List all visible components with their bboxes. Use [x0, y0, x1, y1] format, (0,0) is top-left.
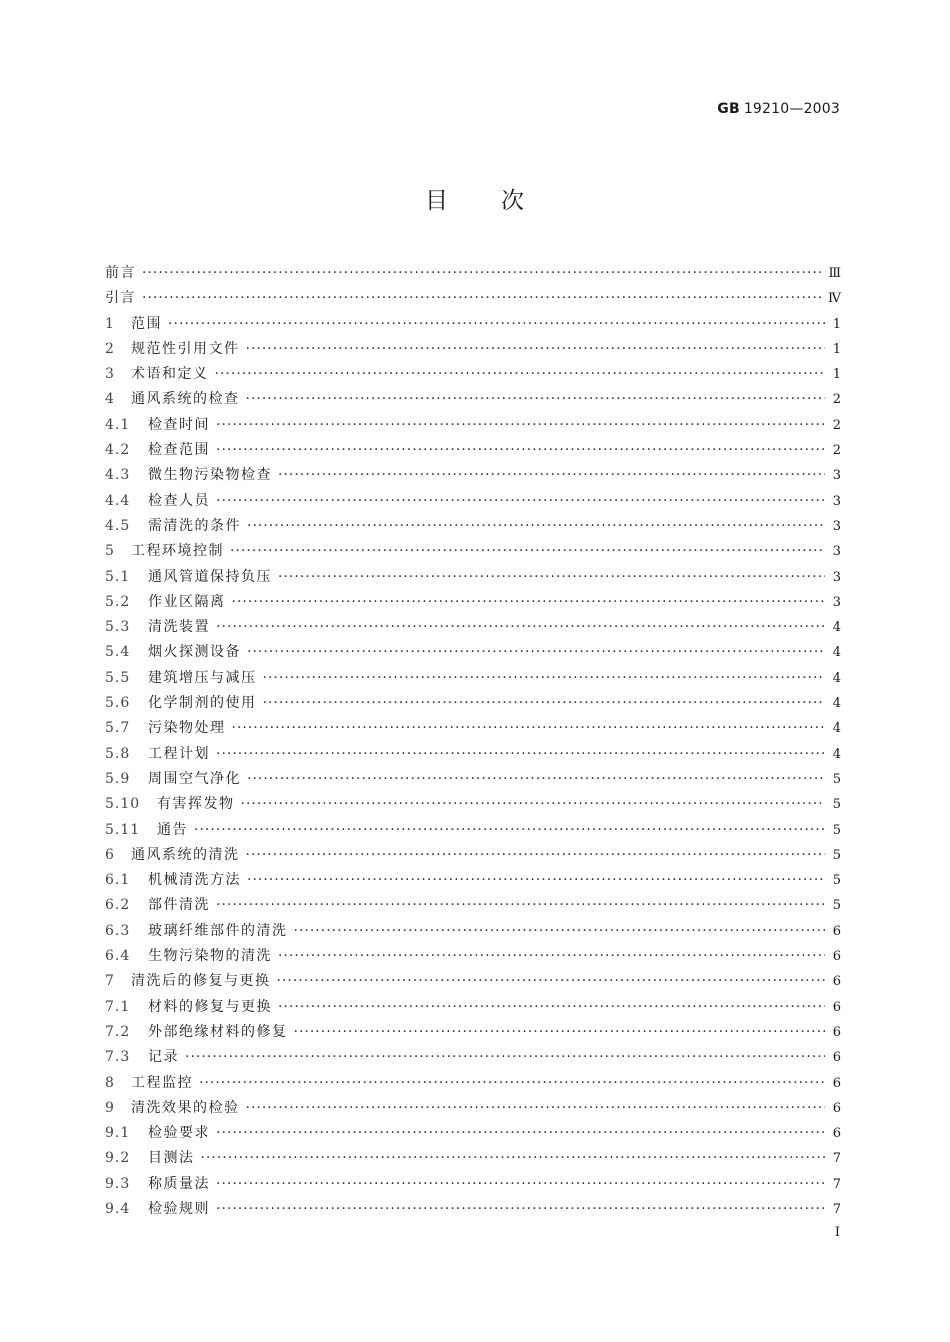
toc-entry-number: 5.5 [105, 669, 131, 686]
toc-entry[interactable] [105, 337, 841, 362]
toc-leader-dots [216, 742, 825, 767]
standard-number: 19210—2003 [743, 101, 840, 117]
toc-entry[interactable] [105, 1045, 841, 1070]
toc-entry-page: 2 [832, 392, 841, 408]
toc-entry-label: 称质量法 [148, 1175, 210, 1192]
toc-entry-page: 6 [832, 1075, 841, 1091]
toc-entry-page: 4 [832, 746, 841, 762]
toc-entry-label: 部件清洗 [148, 897, 210, 914]
toc-entry-page: 5 [832, 898, 841, 914]
toc-entry-number: 6.1 [105, 872, 131, 889]
toc-leader-dots [168, 312, 825, 337]
toc-entry[interactable] [105, 438, 841, 463]
toc-entry-page: 4 [832, 645, 841, 661]
toc-entry-page: 6 [832, 974, 841, 990]
toc-entry[interactable] [105, 1197, 841, 1222]
toc-entry-number: 5.9 [105, 770, 131, 787]
toc-entry-number: 9.4 [105, 1200, 131, 1217]
toc-entry-page: 6 [832, 1050, 841, 1066]
toc-leader-dots [278, 463, 825, 488]
toc-leader-dots [216, 413, 825, 438]
toc-entry-label: 需清洗的条件 [148, 517, 241, 534]
toc-entry[interactable] [105, 539, 841, 564]
toc-entry-label: 建筑增压与减压 [148, 669, 257, 686]
toc-entry-page: 3 [832, 544, 841, 560]
toc-entry-number: 4.5 [105, 517, 131, 534]
toc-entry-number: 9 [105, 1099, 115, 1116]
toc-entry[interactable] [105, 995, 841, 1020]
toc-entry-page: 5 [832, 822, 841, 838]
toc-entry-page: 4 [832, 696, 841, 712]
toc-entry-number: 4.1 [105, 416, 131, 433]
toc-entry-number: 6.2 [105, 897, 131, 914]
toc-entry[interactable] [105, 919, 841, 944]
toc-entry-page: 5 [832, 771, 841, 787]
toc-entry-page: Ⅳ [828, 291, 841, 307]
toc-entry[interactable] [105, 893, 841, 918]
toc-entry-number: 9.2 [105, 1150, 131, 1167]
toc-entry-label: 记录 [148, 1049, 179, 1066]
toc-entry-number: 5.8 [105, 745, 131, 762]
toc-entry-page: 4 [832, 620, 841, 636]
toc-entry-page: 3 [832, 468, 841, 484]
toc-entry-number: 5.7 [105, 720, 131, 737]
toc-entry-page: 6 [832, 1100, 841, 1116]
toc-entry[interactable] [105, 590, 841, 615]
toc-entry-label: 清洗后的修复与更换 [131, 973, 271, 990]
toc-entry-number: 8 [105, 1074, 115, 1091]
toc-entry-label: 范围 [131, 315, 162, 332]
toc-entry-page: 6 [832, 923, 841, 939]
toc-entry-number: 5.4 [105, 644, 131, 661]
toc-entry-label: 生物污染物的清洗 [148, 948, 272, 965]
toc-leader-dots [216, 489, 825, 514]
toc-entry[interactable] [105, 463, 841, 488]
toc-entry[interactable] [105, 1071, 841, 1096]
toc-entry-number: 7.2 [105, 1023, 131, 1040]
title-char-1: 目 [425, 188, 449, 214]
toc-entry-label: 化学制剂的使用 [148, 695, 257, 712]
toc-leader-dots [216, 1197, 825, 1222]
toc-leader-dots [246, 843, 826, 868]
toc-entry-label: 术语和定义 [131, 366, 209, 383]
toc-leader-dots [142, 286, 822, 311]
toc-entry-label: 清洗效果的检验 [131, 1099, 240, 1116]
toc-entry-label: 污染物处理 [148, 720, 226, 737]
toc-leader-dots [216, 1121, 825, 1146]
toc-entry[interactable] [105, 640, 841, 665]
toc-entry[interactable] [105, 792, 841, 817]
toc-entry-label: 工程计划 [148, 745, 210, 762]
toc-leader-dots [247, 868, 825, 893]
toc-entry-number: 4.2 [105, 442, 131, 459]
toc-entry-page: 7 [832, 1176, 841, 1192]
toc-entry-number: 3 [105, 366, 115, 383]
toc-leader-dots [232, 716, 826, 741]
toc-entry[interactable] [105, 565, 841, 590]
toc-entry-number: 4.3 [105, 467, 131, 484]
toc-entry[interactable] [105, 691, 841, 716]
toc-entry-number: 6.4 [105, 948, 131, 965]
toc-entry[interactable] [105, 489, 841, 514]
toc-entry[interactable] [105, 387, 841, 412]
toc-entry-label: 检查人员 [148, 492, 210, 509]
toc-entry[interactable] [105, 1146, 841, 1171]
toc-entry-page: 3 [832, 594, 841, 610]
toc-entry-number: 2 [105, 340, 115, 357]
toc-leader-dots [246, 387, 826, 412]
toc-entry-page: 1 [832, 316, 841, 332]
toc-entry[interactable] [105, 868, 841, 893]
toc-entry-label: 周围空气净化 [148, 770, 241, 787]
toc-entry-number: 1 [105, 315, 115, 332]
toc-entry-page: 6 [832, 949, 841, 965]
toc-entry-label: 微生物污染物检查 [148, 467, 272, 484]
toc-entry-label: 目测法 [148, 1150, 195, 1167]
page-number: Ⅰ [834, 1225, 840, 1240]
toc-entry-number: 5 [105, 543, 115, 560]
toc-entry-page: 6 [832, 1126, 841, 1142]
toc-leader-dots [294, 919, 826, 944]
toc-entry-label: 工程环境控制 [131, 543, 224, 560]
title-char-2: 次 [501, 188, 525, 214]
toc-entry-label: 外部绝缘材料的修复 [148, 1023, 288, 1040]
toc-entry-page: 3 [832, 518, 841, 534]
toc-leader-dots [241, 792, 826, 817]
toc-entry[interactable] [105, 362, 841, 387]
toc-entry-page: 1 [832, 367, 841, 383]
toc-entry-label: 引言 [105, 290, 136, 307]
toc-entry[interactable] [105, 818, 841, 843]
toc-entry-page: 7 [832, 1201, 841, 1217]
toc-leader-dots [201, 1146, 826, 1171]
toc-leader-dots [216, 893, 825, 918]
toc-entry-number: 9.3 [105, 1175, 131, 1192]
toc-entry-number: 5.3 [105, 619, 131, 636]
toc-entry-label: 有害挥发物 [157, 796, 235, 813]
toc-entry-page: 1 [832, 341, 841, 357]
toc-entry-label: 材料的修复与更换 [148, 998, 272, 1015]
toc-leader-dots [263, 666, 826, 691]
toc-entry-page: 5 [832, 847, 841, 863]
toc-entry[interactable] [105, 1096, 841, 1121]
toc-entry-label: 烟火探测设备 [148, 644, 241, 661]
toc-leader-dots [278, 565, 825, 590]
toc-entry-number: 6.3 [105, 922, 131, 939]
toc-entry[interactable] [105, 413, 841, 438]
toc-entry[interactable] [105, 261, 841, 286]
toc-leader-dots [216, 615, 825, 640]
toc-entry[interactable] [105, 666, 841, 691]
table-of-contents [105, 261, 841, 1222]
toc-entry-page: 3 [832, 493, 841, 509]
toc-entry-number: 7.3 [105, 1049, 131, 1066]
toc-entry-label: 作业区隔离 [148, 593, 226, 610]
toc-entry-label: 检查范围 [148, 442, 210, 459]
toc-entry-number: 5.2 [105, 593, 131, 610]
toc-entry[interactable] [105, 312, 841, 337]
toc-entry-number: 7 [105, 973, 115, 990]
toc-entry-label: 检验要求 [148, 1125, 210, 1142]
toc-entry-page: 2 [832, 443, 841, 459]
toc-leader-dots [246, 1096, 826, 1121]
toc-entry-label: 规范性引用文件 [131, 340, 240, 357]
toc-leader-dots [247, 514, 825, 539]
toc-leader-dots [194, 818, 825, 843]
toc-leader-dots [247, 767, 825, 792]
toc-leader-dots [278, 995, 825, 1020]
toc-entry-page: Ⅲ [828, 266, 841, 281]
toc-leader-dots [215, 362, 826, 387]
toc-leader-dots [199, 1071, 825, 1096]
toc-entry-number: 5.10 [105, 796, 141, 813]
toc-entry-label: 通风系统的清洗 [131, 846, 240, 863]
toc-entry[interactable] [105, 944, 841, 969]
toc-entry-number: 5.6 [105, 695, 131, 712]
toc-entry-page: 5 [832, 797, 841, 813]
toc-entry-number: 9.1 [105, 1125, 131, 1142]
toc-entry-page: 6 [832, 1024, 841, 1040]
toc-entry-label: 玻璃纤维部件的清洗 [148, 922, 288, 939]
toc-entry-label: 机械清洗方法 [148, 872, 241, 889]
page-title [0, 182, 950, 215]
toc-entry[interactable] [105, 969, 841, 994]
toc-entry-label: 通风系统的检查 [131, 391, 240, 408]
toc-entry-page: 4 [832, 721, 841, 737]
toc-entry[interactable] [105, 615, 841, 640]
toc-entry-label: 前言 [105, 265, 136, 281]
toc-entry-label: 检查时间 [148, 416, 210, 433]
standard-code [717, 101, 840, 117]
toc-entry-label: 工程监控 [131, 1074, 193, 1091]
toc-entry[interactable] [105, 716, 841, 741]
toc-entry-number: 5.11 [105, 821, 141, 838]
toc-leader-dots [185, 1045, 825, 1070]
toc-leader-dots [216, 1172, 825, 1197]
toc-entry[interactable] [105, 843, 841, 868]
toc-leader-dots [247, 640, 825, 665]
toc-leader-dots [142, 261, 822, 286]
toc-leader-dots [294, 1020, 826, 1045]
toc-leader-dots [278, 944, 825, 969]
toc-leader-dots [246, 337, 826, 362]
toc-entry-number: 4 [105, 391, 115, 408]
toc-leader-dots [216, 438, 825, 463]
toc-entry[interactable] [105, 1172, 841, 1197]
toc-entry-number: 5.1 [105, 568, 131, 585]
toc-entry-number: 7.1 [105, 998, 131, 1015]
toc-entry-label: 清洗装置 [148, 619, 210, 636]
toc-entry-label: 通风管道保持负压 [148, 568, 272, 585]
toc-entry-page: 2 [832, 417, 841, 433]
toc-entry-label: 检验规则 [148, 1200, 210, 1217]
toc-entry[interactable] [105, 1020, 841, 1045]
toc-entry[interactable] [105, 767, 841, 792]
toc-leader-dots [230, 539, 825, 564]
toc-entry[interactable] [105, 742, 841, 767]
toc-entry-number: 4.4 [105, 492, 131, 509]
toc-entry-page: 5 [832, 873, 841, 889]
toc-entry-page: 6 [832, 999, 841, 1015]
toc-leader-dots [232, 590, 826, 615]
toc-entry[interactable] [105, 286, 841, 311]
toc-leader-dots [277, 969, 826, 994]
toc-entry-page: 7 [832, 1151, 841, 1167]
toc-entry[interactable] [105, 1121, 841, 1146]
toc-entry-number: 6 [105, 846, 115, 863]
toc-entry[interactable] [105, 514, 841, 539]
toc-entry-label: 通告 [157, 821, 188, 838]
toc-entry-page: 4 [832, 670, 841, 686]
standard-prefix: GB [717, 101, 740, 117]
toc-entry-page: 3 [832, 569, 841, 585]
toc-leader-dots [263, 691, 826, 716]
